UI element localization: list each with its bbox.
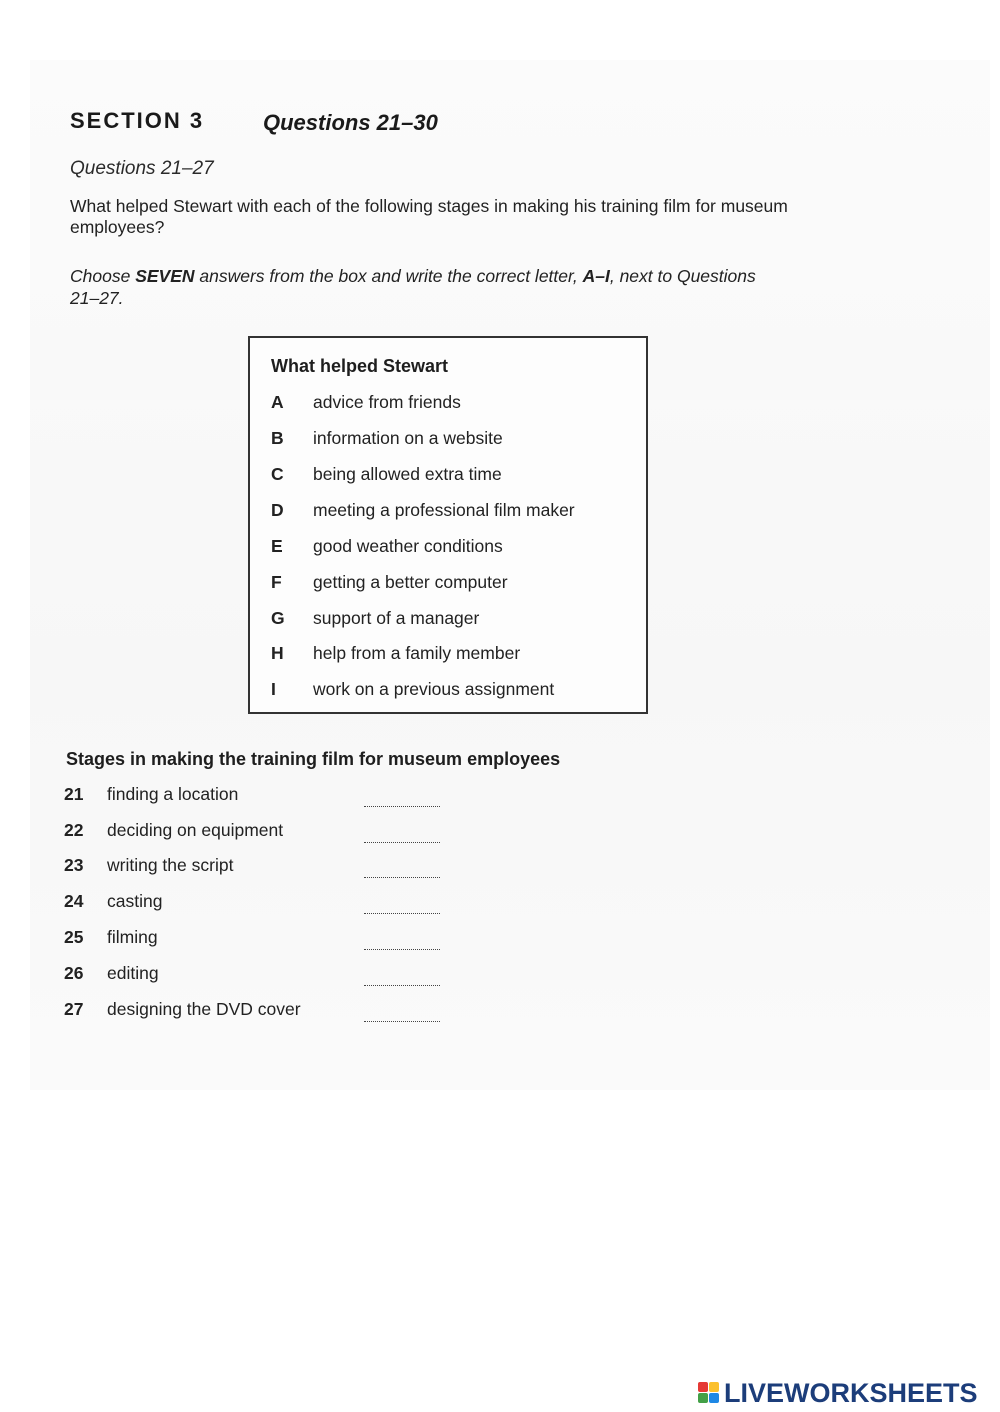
stage-row-27 xyxy=(64,999,464,1025)
option-text: help from a family member xyxy=(313,643,521,663)
option-text: support of a manager xyxy=(313,608,480,628)
option-i xyxy=(271,679,631,703)
answer-input-23[interactable] xyxy=(364,865,440,878)
instructions-count: SEVEN xyxy=(135,266,195,286)
stage-text: finding a location xyxy=(107,784,239,804)
option-letter: D xyxy=(271,500,284,520)
option-letter: E xyxy=(271,536,283,556)
question-number: 22 xyxy=(64,820,84,840)
instructions-part-2: answers from the box and write the correct letter, xyxy=(194,266,583,286)
stage-text: designing the DVD cover xyxy=(107,999,301,1019)
option-h xyxy=(271,643,631,667)
option-letter: I xyxy=(271,679,276,699)
option-text: being allowed extra time xyxy=(313,464,502,484)
brand-name: LIVEWORKSHEETS xyxy=(724,1377,978,1408)
option-text: getting a better computer xyxy=(313,572,508,592)
section-heading: SECTION 3 xyxy=(70,108,205,133)
liveworksheets-logo-icon xyxy=(698,1382,720,1404)
logo-square-yellow xyxy=(709,1382,719,1392)
logo-square-red xyxy=(698,1382,708,1392)
question-number: 26 xyxy=(64,963,84,983)
answer-input-24[interactable] xyxy=(364,901,440,914)
answer-input-25[interactable] xyxy=(364,937,440,950)
option-letter: C xyxy=(271,464,284,484)
option-letter: G xyxy=(271,608,285,628)
options-box xyxy=(248,336,648,714)
option-f xyxy=(271,572,631,596)
instructions xyxy=(70,265,770,309)
instructions-part-3: , next to Questions 21–27. xyxy=(70,266,756,308)
option-text: good weather conditions xyxy=(313,536,503,556)
option-text: work on a previous assignment xyxy=(313,679,555,699)
instructions-part-1: Choose xyxy=(70,266,136,286)
logo-square-blue xyxy=(709,1393,719,1403)
stage-row-25 xyxy=(64,927,464,953)
logo-square-green xyxy=(698,1393,708,1403)
question-prompt: What helped Stewart with each of the following stages in making his training film for museum employees? xyxy=(70,196,788,237)
stage-text: editing xyxy=(107,963,159,983)
option-letter: A xyxy=(271,392,284,412)
options-box-title: What helped Stewart xyxy=(271,356,449,376)
stages-heading: Stages in making the training film for museum employees xyxy=(66,749,561,769)
option-g xyxy=(271,608,631,632)
option-text: information on a website xyxy=(313,428,503,448)
stage-text: writing the script xyxy=(107,855,234,875)
option-d xyxy=(271,500,631,524)
option-c xyxy=(271,464,631,488)
stage-text: filming xyxy=(107,927,158,947)
option-a xyxy=(271,392,631,416)
answer-input-27[interactable] xyxy=(364,1009,440,1022)
answer-input-21[interactable] xyxy=(364,794,440,807)
liveworksheets-brand xyxy=(698,1378,978,1408)
stage-text: deciding on equipment xyxy=(107,820,284,840)
option-text: advice from friends xyxy=(313,392,461,412)
question-number: 24 xyxy=(64,891,84,911)
stage-row-21 xyxy=(64,784,464,810)
option-b xyxy=(271,428,631,452)
option-letter: H xyxy=(271,643,284,663)
answer-input-22[interactable] xyxy=(364,830,440,843)
option-text: meeting a professional film maker xyxy=(313,500,575,520)
stage-row-22 xyxy=(64,820,464,846)
stage-row-23 xyxy=(64,855,464,881)
answer-input-26[interactable] xyxy=(364,973,440,986)
question-number: 25 xyxy=(64,927,84,947)
section-question-range: Questions 21–30 xyxy=(263,110,438,135)
question-number: 21 xyxy=(64,784,84,804)
instructions-letter-range: A–I xyxy=(582,266,610,286)
option-e xyxy=(271,536,631,560)
stage-text: casting xyxy=(107,891,163,911)
question-number: 27 xyxy=(64,999,84,1019)
option-letter: F xyxy=(271,572,282,592)
stage-row-24 xyxy=(64,891,464,917)
stage-row-26 xyxy=(64,963,464,989)
subsection-title: Questions 21–27 xyxy=(70,158,214,179)
option-letter: B xyxy=(271,428,284,448)
question-number: 23 xyxy=(64,855,84,875)
